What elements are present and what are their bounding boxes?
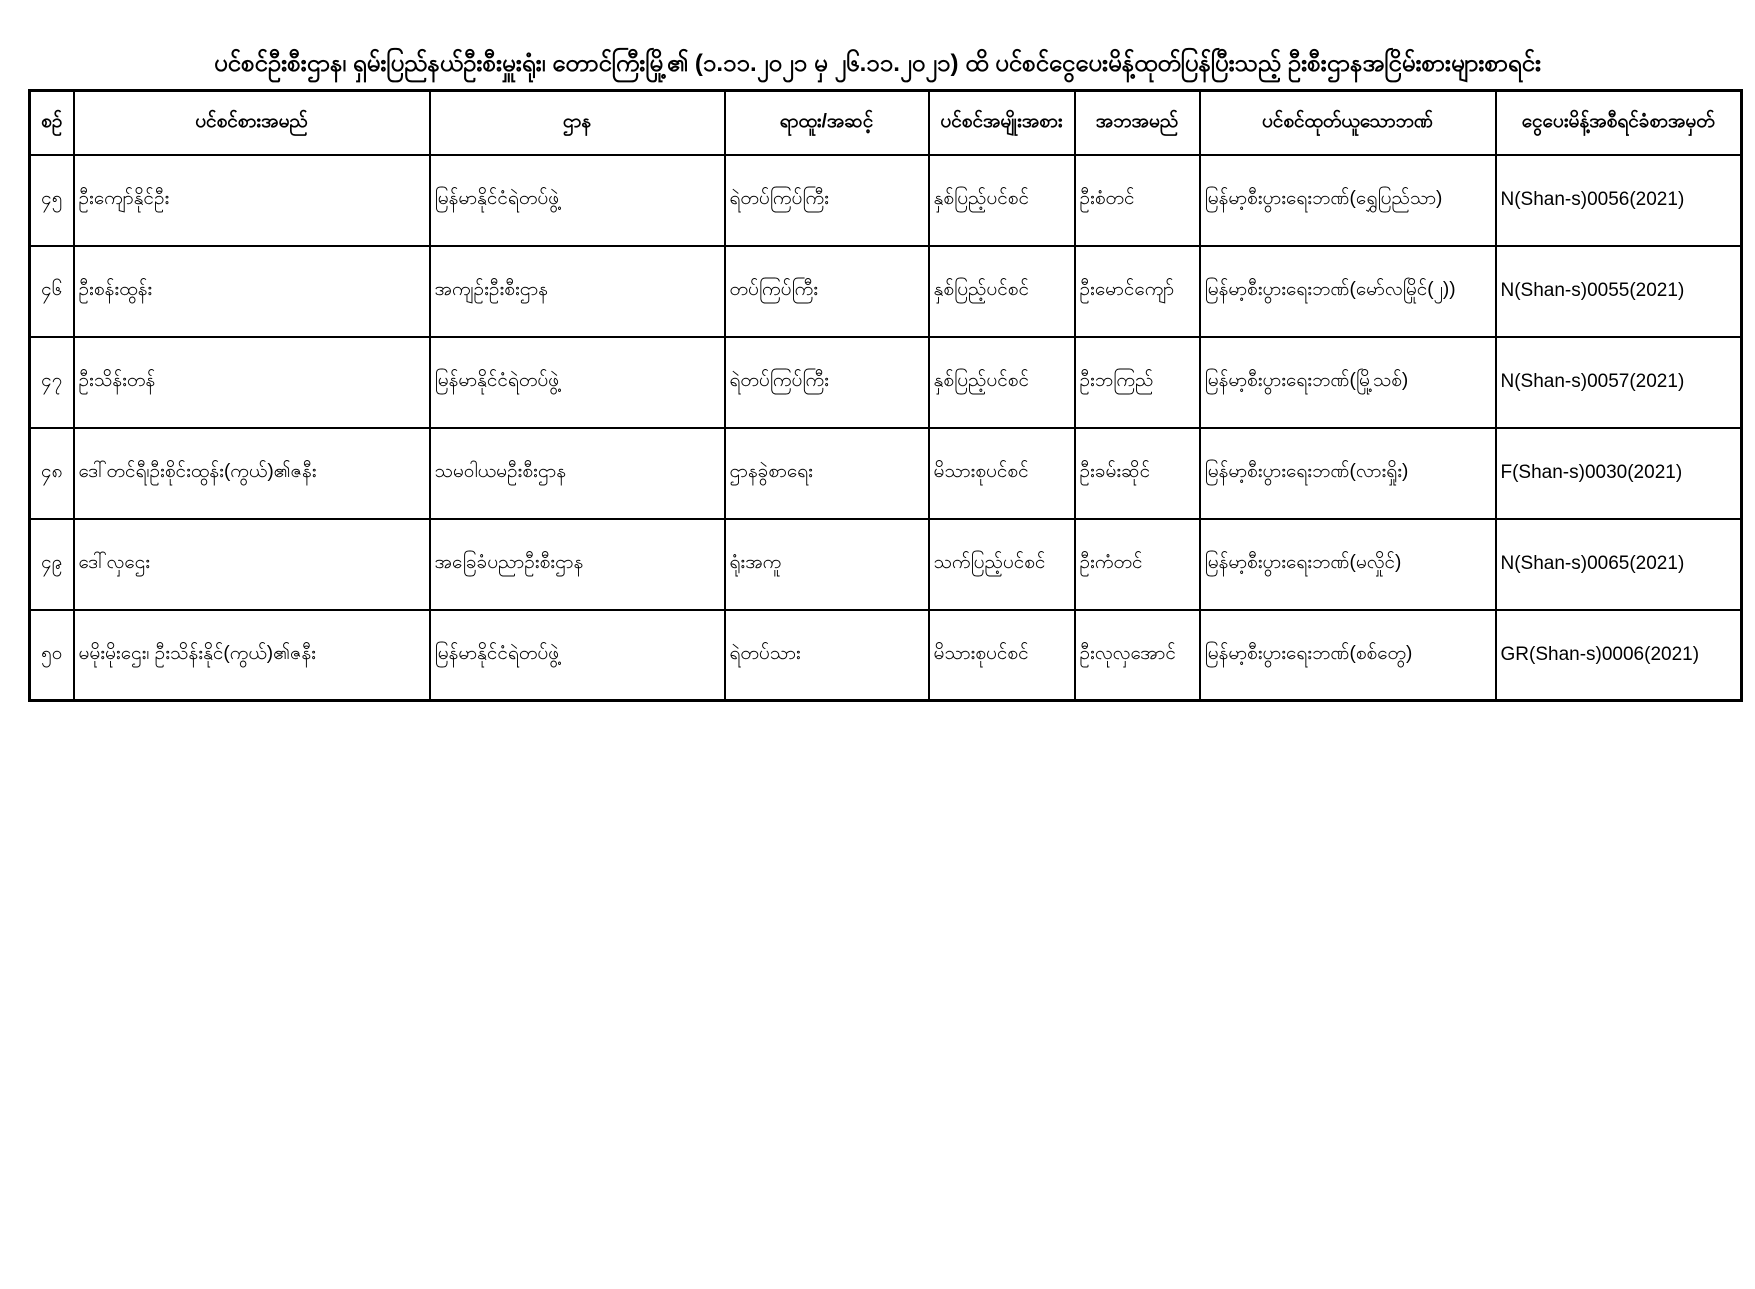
cell-payment-order-no: GR(Shan-s)0006(2021) [1496,610,1742,701]
cell-payment-order-no: N(Shan-s)0055(2021) [1496,246,1742,337]
cell-position-rank: ရုံးအကူ [725,519,929,610]
cell-department: အကျဉ်းဦးစီးဌာန [430,246,725,337]
cell-bank: မြန်မာ့စီးပွားရေးဘဏ်(မလှိုင်) [1200,519,1496,610]
pension-table [28,89,1743,702]
table-row [30,155,1742,246]
header-bank: ပင်စင်ထုတ်ယူသောဘဏ် [1200,91,1496,155]
cell-payment-order-no: F(Shan-s)0030(2021) [1496,428,1742,519]
cell-serial: ၄၅ [30,155,74,246]
cell-pension-type: မိသားစုပင်စင် [929,610,1075,701]
cell-pensioner-name: ဦးစန်းထွန်း [74,246,430,337]
cell-department: သမဝါယမဦးစီးဌာန [430,428,725,519]
cell-serial: ၅၀ [30,610,74,701]
cell-father-name: ဦးခမ်းဆိုင် [1075,428,1200,519]
cell-position-rank: တပ်ကြပ်ကြီး [725,246,929,337]
cell-bank: မြန်မာ့စီးပွားရေးဘဏ်(ရွှေပြည်သာ) [1200,155,1496,246]
cell-father-name: ဦးမောင်ကျော် [1075,246,1200,337]
cell-position-rank: ရဲတပ်ကြပ်ကြီး [725,155,929,246]
cell-payment-order-no: N(Shan-s)0056(2021) [1496,155,1742,246]
cell-position-rank: ဌာနခွဲစာရေး [725,428,929,519]
header-serial: စဉ် [30,91,74,155]
table-row [30,428,1742,519]
cell-department: အခြေခံပညာဦးစီးဌာန [430,519,725,610]
cell-payment-order-no: N(Shan-s)0065(2021) [1496,519,1742,610]
cell-pensioner-name: ဦးကျော်နိုင်ဦး [74,155,430,246]
cell-pension-type: နှစ်ပြည့်ပင်စင် [929,246,1075,337]
table-row [30,610,1742,701]
cell-father-name: ဦးလုလှအောင် [1075,610,1200,701]
table-row [30,246,1742,337]
cell-serial: ၄၆ [30,246,74,337]
cell-bank: မြန်မာ့စီးပွားရေးဘဏ်(မြို့သစ်) [1200,337,1496,428]
cell-father-name: ဦးစံတင် [1075,155,1200,246]
table-row [30,519,1742,610]
header-payment-order-no: ငွေပေးမိန့်အစီရင်ခံစာအမှတ် [1496,91,1742,155]
cell-bank: မြန်မာ့စီးပွားရေးဘဏ်(စစ်တွေ) [1200,610,1496,701]
cell-pensioner-name: ဒေါ်တင်ရီ၊ဦးစိုင်းထွန်း(ကွယ်)၏ဇနီး [74,428,430,519]
cell-payment-order-no: N(Shan-s)0057(2021) [1496,337,1742,428]
header-pensioner-name: ပင်စင်စားအမည် [74,91,430,155]
header-position-rank: ရာထူး/အဆင့် [725,91,929,155]
cell-pension-type: နှစ်ပြည့်ပင်စင် [929,155,1075,246]
cell-serial: ၄၇ [30,337,74,428]
cell-bank: မြန်မာ့စီးပွားရေးဘဏ်(လားရှိုး) [1200,428,1496,519]
cell-serial: ၄၉ [30,519,74,610]
cell-bank: မြန်မာ့စီးပွားရေးဘဏ်(မော်လမြိုင်(၂)) [1200,246,1496,337]
cell-pensioner-name: ဒေါ်လှဌေး [74,519,430,610]
cell-serial: ၄၈ [30,428,74,519]
cell-pensioner-name: မမိုးမိုးဌေး၊ ဦးသိန်းနိုင်(ကွယ်)၏ဇနီး [74,610,430,701]
cell-position-rank: ရဲတပ်သား [725,610,929,701]
header-father-name: အဘအမည် [1075,91,1200,155]
cell-position-rank: ရဲတပ်ကြပ်ကြီး [725,337,929,428]
cell-department: မြန်မာနိုင်ငံရဲတပ်ဖွဲ့ [430,337,725,428]
cell-pension-type: သက်ပြည့်ပင်စင် [929,519,1075,610]
cell-department: မြန်မာနိုင်ငံရဲတပ်ဖွဲ့ [430,155,725,246]
header-department: ဌာန [430,91,725,155]
cell-pensioner-name: ဦးသိန်းတန် [74,337,430,428]
cell-father-name: ဦးကံတင် [1075,519,1200,610]
cell-father-name: ဦးဘကြည် [1075,337,1200,428]
table-body [30,155,1742,701]
header-pension-type: ပင်စင်အမျိုးအစား [929,91,1075,155]
cell-pension-type: မိသားစုပင်စင် [929,428,1075,519]
cell-department: မြန်မာနိုင်ငံရဲတပ်ဖွဲ့ [430,610,725,701]
cell-pension-type: နှစ်ပြည့်ပင်စင် [929,337,1075,428]
table-row [30,337,1742,428]
page-title: ပင်စင်ဦးစီးဌာန၊ ရှမ်းပြည်နယ်ဦးစီးမှူးရုံး၊ တောင်ကြီးမြို့၏ (၁.၁၁.၂၀၂၁ မှ ၂၆.၁၁.၂၀၂၁) ထိ ပင်စင်ငွေပေးမိန့်ထုတ်ပြန်ပြီးသည့် ဦးစီးဌာနအငြိမ်းစားများစာရင်း [213,50,1542,77]
table-header-row [30,91,1742,155]
